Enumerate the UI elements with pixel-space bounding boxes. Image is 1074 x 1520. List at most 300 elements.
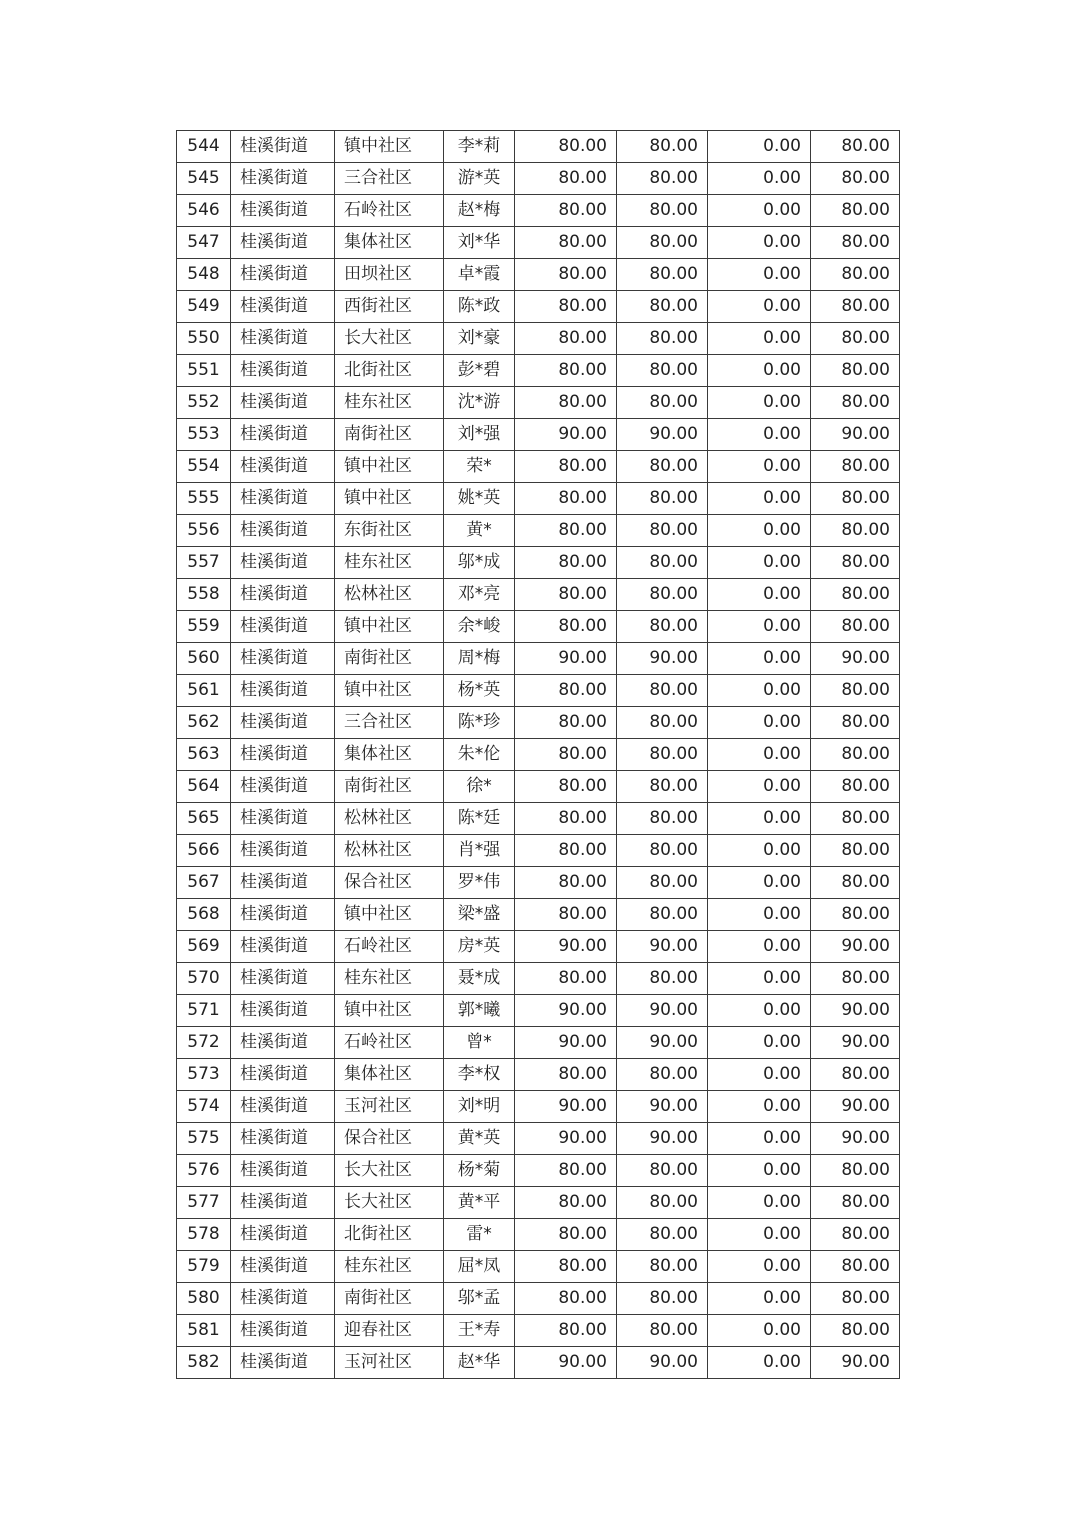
amount-1-cell: 90.00 (515, 419, 617, 451)
amount-1-cell: 80.00 (515, 131, 617, 163)
amount-1-cell: 90.00 (515, 643, 617, 675)
street-name-cell: 桂溪街道 (231, 451, 335, 483)
community-name-cell: 保合社区 (335, 1123, 444, 1155)
table-row (177, 1187, 900, 1219)
street-name-cell: 桂溪街道 (231, 1027, 335, 1059)
person-name-cell: 雷* (444, 1219, 515, 1251)
amount-total-cell: 80.00 (811, 611, 900, 643)
amount-total-cell: 80.00 (811, 1155, 900, 1187)
amount-total-cell: 80.00 (811, 739, 900, 771)
table-row (177, 803, 900, 835)
row-number-cell: 548 (177, 259, 231, 291)
street-name-cell: 桂溪街道 (231, 1123, 335, 1155)
amount-2-cell: 80.00 (617, 963, 708, 995)
amount-total-cell: 80.00 (811, 355, 900, 387)
person-name-cell: 曾* (444, 1027, 515, 1059)
street-name-cell: 桂溪街道 (231, 1187, 335, 1219)
community-name-cell: 集体社区 (335, 1059, 444, 1091)
row-number-cell: 561 (177, 675, 231, 707)
amount-2-cell: 90.00 (617, 419, 708, 451)
amount-1-cell: 80.00 (515, 291, 617, 323)
table-row (177, 483, 900, 515)
amount-2-cell: 80.00 (617, 867, 708, 899)
amount-1-cell: 80.00 (515, 515, 617, 547)
table-row (177, 1347, 900, 1379)
amount-1-cell: 80.00 (515, 195, 617, 227)
table-row (177, 931, 900, 963)
table-row (177, 451, 900, 483)
street-name-cell: 桂溪街道 (231, 1219, 335, 1251)
amount-2-cell: 80.00 (617, 291, 708, 323)
amount-1-cell: 80.00 (515, 771, 617, 803)
row-number-cell: 574 (177, 1091, 231, 1123)
row-number-cell: 557 (177, 547, 231, 579)
amount-3-cell: 0.00 (708, 515, 811, 547)
amount-2-cell: 80.00 (617, 803, 708, 835)
amount-3-cell: 0.00 (708, 675, 811, 707)
amount-total-cell: 80.00 (811, 131, 900, 163)
person-name-cell: 肖*强 (444, 835, 515, 867)
community-name-cell: 镇中社区 (335, 899, 444, 931)
amount-3-cell: 0.00 (708, 1187, 811, 1219)
street-name-cell: 桂溪街道 (231, 963, 335, 995)
amount-3-cell: 0.00 (708, 355, 811, 387)
street-name-cell: 桂溪街道 (231, 867, 335, 899)
street-name-cell: 桂溪街道 (231, 1059, 335, 1091)
amount-2-cell: 90.00 (617, 931, 708, 963)
row-number-cell: 569 (177, 931, 231, 963)
amount-2-cell: 80.00 (617, 131, 708, 163)
row-number-cell: 550 (177, 323, 231, 355)
community-name-cell: 镇中社区 (335, 483, 444, 515)
street-name-cell: 桂溪街道 (231, 323, 335, 355)
amount-1-cell: 80.00 (515, 1059, 617, 1091)
street-name-cell: 桂溪街道 (231, 803, 335, 835)
person-name-cell: 陈*政 (444, 291, 515, 323)
street-name-cell: 桂溪街道 (231, 835, 335, 867)
community-name-cell: 镇中社区 (335, 451, 444, 483)
street-name-cell: 桂溪街道 (231, 1155, 335, 1187)
person-name-cell: 杨*英 (444, 675, 515, 707)
amount-2-cell: 80.00 (617, 163, 708, 195)
amount-total-cell: 80.00 (811, 835, 900, 867)
row-number-cell: 560 (177, 643, 231, 675)
amount-3-cell: 0.00 (708, 835, 811, 867)
row-number-cell: 577 (177, 1187, 231, 1219)
row-number-cell: 552 (177, 387, 231, 419)
amount-3-cell: 0.00 (708, 1123, 811, 1155)
amount-3-cell: 0.00 (708, 1091, 811, 1123)
amount-2-cell: 90.00 (617, 1027, 708, 1059)
amount-total-cell: 80.00 (811, 899, 900, 931)
row-number-cell: 564 (177, 771, 231, 803)
amount-total-cell: 80.00 (811, 451, 900, 483)
street-name-cell: 桂溪街道 (231, 547, 335, 579)
amount-1-cell: 80.00 (515, 483, 617, 515)
amount-1-cell: 80.00 (515, 867, 617, 899)
amount-1-cell: 80.00 (515, 1283, 617, 1315)
amount-1-cell: 80.00 (515, 611, 617, 643)
row-number-cell: 545 (177, 163, 231, 195)
person-name-cell: 王*寿 (444, 1315, 515, 1347)
amount-3-cell: 0.00 (708, 451, 811, 483)
street-name-cell: 桂溪街道 (231, 899, 335, 931)
amount-1-cell: 80.00 (515, 739, 617, 771)
street-name-cell: 桂溪街道 (231, 1283, 335, 1315)
community-name-cell: 北街社区 (335, 355, 444, 387)
table-row (177, 355, 900, 387)
amount-total-cell: 80.00 (811, 1219, 900, 1251)
community-name-cell: 南街社区 (335, 419, 444, 451)
amount-2-cell: 80.00 (617, 835, 708, 867)
community-name-cell: 南街社区 (335, 1283, 444, 1315)
amount-total-cell: 90.00 (811, 1123, 900, 1155)
amount-2-cell: 80.00 (617, 739, 708, 771)
row-number-cell: 546 (177, 195, 231, 227)
amount-total-cell: 80.00 (811, 707, 900, 739)
amount-3-cell: 0.00 (708, 611, 811, 643)
amount-2-cell: 80.00 (617, 515, 708, 547)
amount-2-cell: 90.00 (617, 643, 708, 675)
person-name-cell: 邬*孟 (444, 1283, 515, 1315)
community-name-cell: 迎春社区 (335, 1315, 444, 1347)
table-row (177, 771, 900, 803)
amount-total-cell: 80.00 (811, 963, 900, 995)
amount-2-cell: 80.00 (617, 227, 708, 259)
amount-2-cell: 80.00 (617, 1283, 708, 1315)
street-name-cell: 桂溪街道 (231, 483, 335, 515)
community-name-cell: 田坝社区 (335, 259, 444, 291)
street-name-cell: 桂溪街道 (231, 675, 335, 707)
community-name-cell: 桂东社区 (335, 547, 444, 579)
amount-total-cell: 80.00 (811, 387, 900, 419)
amount-2-cell: 80.00 (617, 1219, 708, 1251)
document-table-container (176, 130, 900, 1379)
amount-total-cell: 80.00 (811, 1251, 900, 1283)
amount-2-cell: 80.00 (617, 1315, 708, 1347)
amount-1-cell: 90.00 (515, 1347, 617, 1379)
row-number-cell: 579 (177, 1251, 231, 1283)
amount-2-cell: 80.00 (617, 259, 708, 291)
community-name-cell: 石岭社区 (335, 931, 444, 963)
amount-1-cell: 90.00 (515, 1091, 617, 1123)
row-number-cell: 572 (177, 1027, 231, 1059)
table-row (177, 195, 900, 227)
table-row (177, 131, 900, 163)
person-name-cell: 陈*廷 (444, 803, 515, 835)
amount-3-cell: 0.00 (708, 547, 811, 579)
person-name-cell: 彭*碧 (444, 355, 515, 387)
person-name-cell: 刘*豪 (444, 323, 515, 355)
row-number-cell: 573 (177, 1059, 231, 1091)
street-name-cell: 桂溪街道 (231, 707, 335, 739)
amount-3-cell: 0.00 (708, 227, 811, 259)
amount-3-cell: 0.00 (708, 867, 811, 899)
amount-1-cell: 80.00 (515, 1251, 617, 1283)
table-row (177, 1251, 900, 1283)
table-row (177, 1027, 900, 1059)
row-number-cell: 554 (177, 451, 231, 483)
amount-1-cell: 80.00 (515, 227, 617, 259)
person-name-cell: 郭*曦 (444, 995, 515, 1027)
amount-2-cell: 80.00 (617, 611, 708, 643)
amount-3-cell: 0.00 (708, 259, 811, 291)
person-name-cell: 沈*游 (444, 387, 515, 419)
table-row (177, 739, 900, 771)
row-number-cell: 558 (177, 579, 231, 611)
community-name-cell: 桂东社区 (335, 1251, 444, 1283)
amount-2-cell: 80.00 (617, 771, 708, 803)
community-name-cell: 石岭社区 (335, 195, 444, 227)
amount-total-cell: 90.00 (811, 643, 900, 675)
street-name-cell: 桂溪街道 (231, 1251, 335, 1283)
community-name-cell: 镇中社区 (335, 131, 444, 163)
community-name-cell: 玉河社区 (335, 1347, 444, 1379)
community-name-cell: 三合社区 (335, 163, 444, 195)
community-name-cell: 南街社区 (335, 771, 444, 803)
amount-2-cell: 80.00 (617, 1251, 708, 1283)
community-name-cell: 长大社区 (335, 1187, 444, 1219)
amount-total-cell: 90.00 (811, 931, 900, 963)
amount-3-cell: 0.00 (708, 995, 811, 1027)
amount-2-cell: 80.00 (617, 451, 708, 483)
amount-2-cell: 80.00 (617, 1187, 708, 1219)
amount-total-cell: 90.00 (811, 419, 900, 451)
amount-total-cell: 90.00 (811, 1027, 900, 1059)
street-name-cell: 桂溪街道 (231, 387, 335, 419)
community-name-cell: 松林社区 (335, 579, 444, 611)
amount-3-cell: 0.00 (708, 1027, 811, 1059)
amount-total-cell: 80.00 (811, 163, 900, 195)
amount-total-cell: 90.00 (811, 1091, 900, 1123)
amount-total-cell: 80.00 (811, 227, 900, 259)
row-number-cell: 555 (177, 483, 231, 515)
amount-2-cell: 90.00 (617, 995, 708, 1027)
row-number-cell: 556 (177, 515, 231, 547)
community-name-cell: 南街社区 (335, 643, 444, 675)
table-row (177, 1315, 900, 1347)
table-row (177, 1155, 900, 1187)
street-name-cell: 桂溪街道 (231, 419, 335, 451)
amount-1-cell: 80.00 (515, 323, 617, 355)
street-name-cell: 桂溪街道 (231, 739, 335, 771)
amount-1-cell: 90.00 (515, 1123, 617, 1155)
person-name-cell: 朱*伦 (444, 739, 515, 771)
amount-1-cell: 80.00 (515, 1187, 617, 1219)
amount-2-cell: 80.00 (617, 899, 708, 931)
table-row (177, 899, 900, 931)
amount-1-cell: 80.00 (515, 387, 617, 419)
table-row (177, 1059, 900, 1091)
row-number-cell: 547 (177, 227, 231, 259)
amount-1-cell: 80.00 (515, 675, 617, 707)
amount-1-cell: 90.00 (515, 1027, 617, 1059)
amount-3-cell: 0.00 (708, 1155, 811, 1187)
amount-total-cell: 80.00 (811, 867, 900, 899)
amount-3-cell: 0.00 (708, 195, 811, 227)
person-name-cell: 荣* (444, 451, 515, 483)
amount-total-cell: 80.00 (811, 515, 900, 547)
amount-3-cell: 0.00 (708, 323, 811, 355)
community-name-cell: 玉河社区 (335, 1091, 444, 1123)
amount-1-cell: 80.00 (515, 451, 617, 483)
amount-3-cell: 0.00 (708, 643, 811, 675)
street-name-cell: 桂溪街道 (231, 995, 335, 1027)
person-name-cell: 李*权 (444, 1059, 515, 1091)
subsidy-table (176, 130, 900, 1379)
amount-2-cell: 80.00 (617, 323, 708, 355)
amount-3-cell: 0.00 (708, 803, 811, 835)
amount-total-cell: 80.00 (811, 323, 900, 355)
community-name-cell: 长大社区 (335, 1155, 444, 1187)
community-name-cell: 北街社区 (335, 1219, 444, 1251)
amount-1-cell: 80.00 (515, 707, 617, 739)
amount-3-cell: 0.00 (708, 483, 811, 515)
row-number-cell: 580 (177, 1283, 231, 1315)
community-name-cell: 松林社区 (335, 803, 444, 835)
amount-3-cell: 0.00 (708, 1315, 811, 1347)
person-name-cell: 黄*英 (444, 1123, 515, 1155)
person-name-cell: 姚*英 (444, 483, 515, 515)
table-row (177, 323, 900, 355)
community-name-cell: 镇中社区 (335, 995, 444, 1027)
amount-1-cell: 80.00 (515, 963, 617, 995)
amount-total-cell: 80.00 (811, 547, 900, 579)
amount-3-cell: 0.00 (708, 1219, 811, 1251)
street-name-cell: 桂溪街道 (231, 1347, 335, 1379)
person-name-cell: 聂*成 (444, 963, 515, 995)
amount-total-cell: 80.00 (811, 483, 900, 515)
person-name-cell: 陈*珍 (444, 707, 515, 739)
table-row (177, 515, 900, 547)
community-name-cell: 西街社区 (335, 291, 444, 323)
amount-total-cell: 80.00 (811, 1059, 900, 1091)
amount-3-cell: 0.00 (708, 163, 811, 195)
amount-2-cell: 80.00 (617, 675, 708, 707)
amount-1-cell: 90.00 (515, 931, 617, 963)
person-name-cell: 徐* (444, 771, 515, 803)
row-number-cell: 565 (177, 803, 231, 835)
row-number-cell: 566 (177, 835, 231, 867)
table-row (177, 547, 900, 579)
amount-2-cell: 80.00 (617, 483, 708, 515)
amount-1-cell: 80.00 (515, 803, 617, 835)
row-number-cell: 551 (177, 355, 231, 387)
row-number-cell: 549 (177, 291, 231, 323)
person-name-cell: 李*莉 (444, 131, 515, 163)
person-name-cell: 刘*强 (444, 419, 515, 451)
amount-3-cell: 0.00 (708, 899, 811, 931)
amount-3-cell: 0.00 (708, 1251, 811, 1283)
amount-3-cell: 0.00 (708, 1283, 811, 1315)
amount-total-cell: 80.00 (811, 675, 900, 707)
community-name-cell: 镇中社区 (335, 611, 444, 643)
table-row (177, 643, 900, 675)
amount-3-cell: 0.00 (708, 931, 811, 963)
street-name-cell: 桂溪街道 (231, 195, 335, 227)
person-name-cell: 房*英 (444, 931, 515, 963)
amount-1-cell: 80.00 (515, 259, 617, 291)
street-name-cell: 桂溪街道 (231, 163, 335, 195)
amount-3-cell: 0.00 (708, 1059, 811, 1091)
row-number-cell: 559 (177, 611, 231, 643)
street-name-cell: 桂溪街道 (231, 131, 335, 163)
street-name-cell: 桂溪街道 (231, 259, 335, 291)
amount-2-cell: 80.00 (617, 1059, 708, 1091)
street-name-cell: 桂溪街道 (231, 771, 335, 803)
amount-2-cell: 80.00 (617, 195, 708, 227)
amount-1-cell: 80.00 (515, 547, 617, 579)
person-name-cell: 黄* (444, 515, 515, 547)
amount-3-cell: 0.00 (708, 291, 811, 323)
amount-3-cell: 0.00 (708, 419, 811, 451)
amount-total-cell: 80.00 (811, 1283, 900, 1315)
street-name-cell: 桂溪街道 (231, 579, 335, 611)
table-row (177, 963, 900, 995)
amount-1-cell: 80.00 (515, 835, 617, 867)
table-row (177, 227, 900, 259)
amount-1-cell: 80.00 (515, 579, 617, 611)
community-name-cell: 长大社区 (335, 323, 444, 355)
street-name-cell: 桂溪街道 (231, 643, 335, 675)
amount-3-cell: 0.00 (708, 131, 811, 163)
amount-2-cell: 90.00 (617, 1347, 708, 1379)
amount-total-cell: 90.00 (811, 995, 900, 1027)
amount-3-cell: 0.00 (708, 963, 811, 995)
street-name-cell: 桂溪街道 (231, 1315, 335, 1347)
amount-3-cell: 0.00 (708, 1347, 811, 1379)
table-row (177, 1219, 900, 1251)
amount-2-cell: 80.00 (617, 355, 708, 387)
amount-total-cell: 90.00 (811, 1347, 900, 1379)
amount-total-cell: 80.00 (811, 1315, 900, 1347)
person-name-cell: 赵*华 (444, 1347, 515, 1379)
table-row (177, 995, 900, 1027)
table-row (177, 259, 900, 291)
person-name-cell: 刘*明 (444, 1091, 515, 1123)
amount-total-cell: 80.00 (811, 579, 900, 611)
amount-1-cell: 80.00 (515, 1155, 617, 1187)
amount-1-cell: 80.00 (515, 1219, 617, 1251)
amount-1-cell: 80.00 (515, 899, 617, 931)
person-name-cell: 游*英 (444, 163, 515, 195)
community-name-cell: 东街社区 (335, 515, 444, 547)
row-number-cell: 553 (177, 419, 231, 451)
row-number-cell: 571 (177, 995, 231, 1027)
person-name-cell: 梁*盛 (444, 899, 515, 931)
amount-1-cell: 80.00 (515, 1315, 617, 1347)
amount-2-cell: 80.00 (617, 707, 708, 739)
street-name-cell: 桂溪街道 (231, 355, 335, 387)
table-row (177, 1091, 900, 1123)
amount-1-cell: 90.00 (515, 995, 617, 1027)
row-number-cell: 570 (177, 963, 231, 995)
community-name-cell: 石岭社区 (335, 1027, 444, 1059)
amount-2-cell: 80.00 (617, 1155, 708, 1187)
row-number-cell: 568 (177, 899, 231, 931)
amount-3-cell: 0.00 (708, 739, 811, 771)
community-name-cell: 三合社区 (335, 707, 444, 739)
community-name-cell: 集体社区 (335, 739, 444, 771)
amount-total-cell: 80.00 (811, 771, 900, 803)
person-name-cell: 余*峻 (444, 611, 515, 643)
person-name-cell: 卓*霞 (444, 259, 515, 291)
community-name-cell: 松林社区 (335, 835, 444, 867)
amount-total-cell: 80.00 (811, 803, 900, 835)
person-name-cell: 周*梅 (444, 643, 515, 675)
person-name-cell: 赵*梅 (444, 195, 515, 227)
person-name-cell: 罗*伟 (444, 867, 515, 899)
